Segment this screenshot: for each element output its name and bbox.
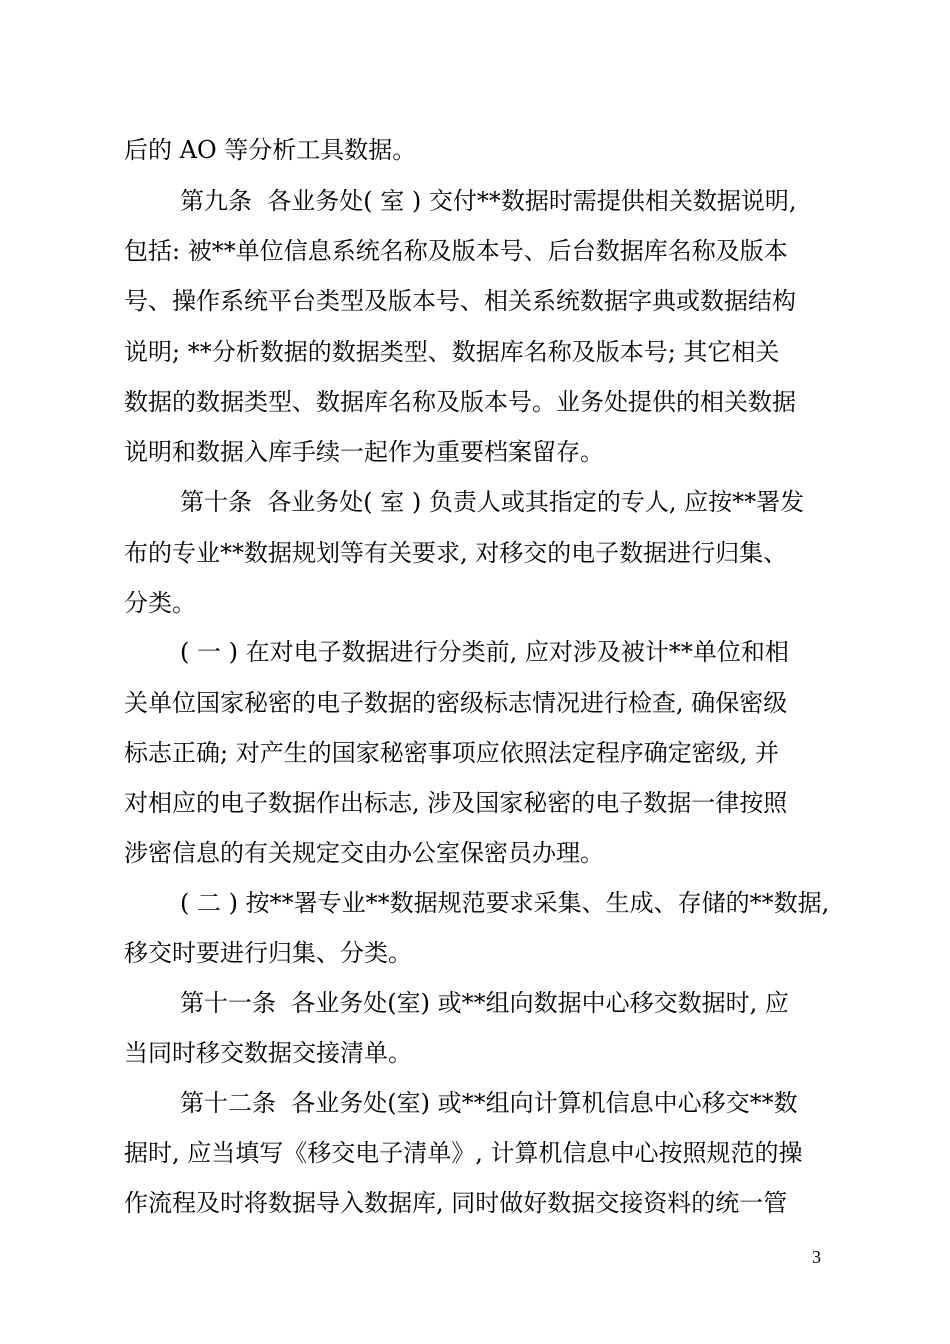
text-line-13: 标志正确; 对产生的国家秘密事项应依照法定程序确定密级, 并 [124,739,779,767]
text-line-20: 第十二条 各业务处(室) 或**组向计算机信息中心移交**数 [180,1089,798,1117]
text-line-2: 第九条 各业务处( 室 ) 交付**数据时需提供相关数据说明, [180,187,797,215]
text-line-16: ( 二 ) 按**署专业**数据规范要求采集、生成、存储的**数据, [180,889,830,917]
text-line-5: 说明; **分析数据的数据类型、数据库名称及版本号; 其它相关 [124,338,780,366]
text-line-10: 分类。 [124,589,196,617]
text-line-3: 包括: 被**单位信息系统名称及版本号、后台数据库名称及版本 [124,237,788,265]
text-line-8: 第十条 各业务处( 室 ) 负责人或其指定的专人, 应按**署发 [180,488,805,516]
text-line-12: 关单位国家秘密的电子数据的密级标志情况进行检查, 确保密级 [124,689,788,717]
text-line-6: 数据的数据类型、数据库名称及版本号。业务处提供的相关数据 [124,388,796,416]
text-line-15: 涉密信息的有关规定交由办公室保密员办理。 [124,839,604,867]
text-line-1: 后的 AO 等分析工具数据。 [124,136,417,164]
page-number: 3 [812,1247,821,1267]
text-line-14: 对相应的电子数据作出标志, 涉及国家秘密的电子数据一律按照 [124,789,788,817]
text-line-11: ( 一 ) 在对电子数据进行分类前, 应对涉及被计**单位和相 [180,638,789,666]
text-line-17: 移交时要进行归集、分类。 [124,939,412,967]
text-line-22: 作流程及时将数据导入数据库, 同时做好数据交接资料的统一管 [124,1189,788,1217]
text-line-4: 号、操作系统平台类型及版本号、相关系统数据字典或数据结构 [124,287,796,315]
text-line-9: 布的专业**数据规划等有关要求, 对移交的电子数据进行归集、 [124,539,788,567]
text-line-19: 当同时移交数据交接清单。 [124,1039,412,1067]
text-line-7: 说明和数据入库手续一起作为重要档案留存。 [124,438,604,466]
text-line-21: 据时, 应当填写《移交电子清单》, 计算机信息中心按照规范的操 [124,1139,803,1167]
text-line-18: 第十一条 各业务处(室) 或**组向数据中心移交数据时, 应 [180,989,789,1017]
